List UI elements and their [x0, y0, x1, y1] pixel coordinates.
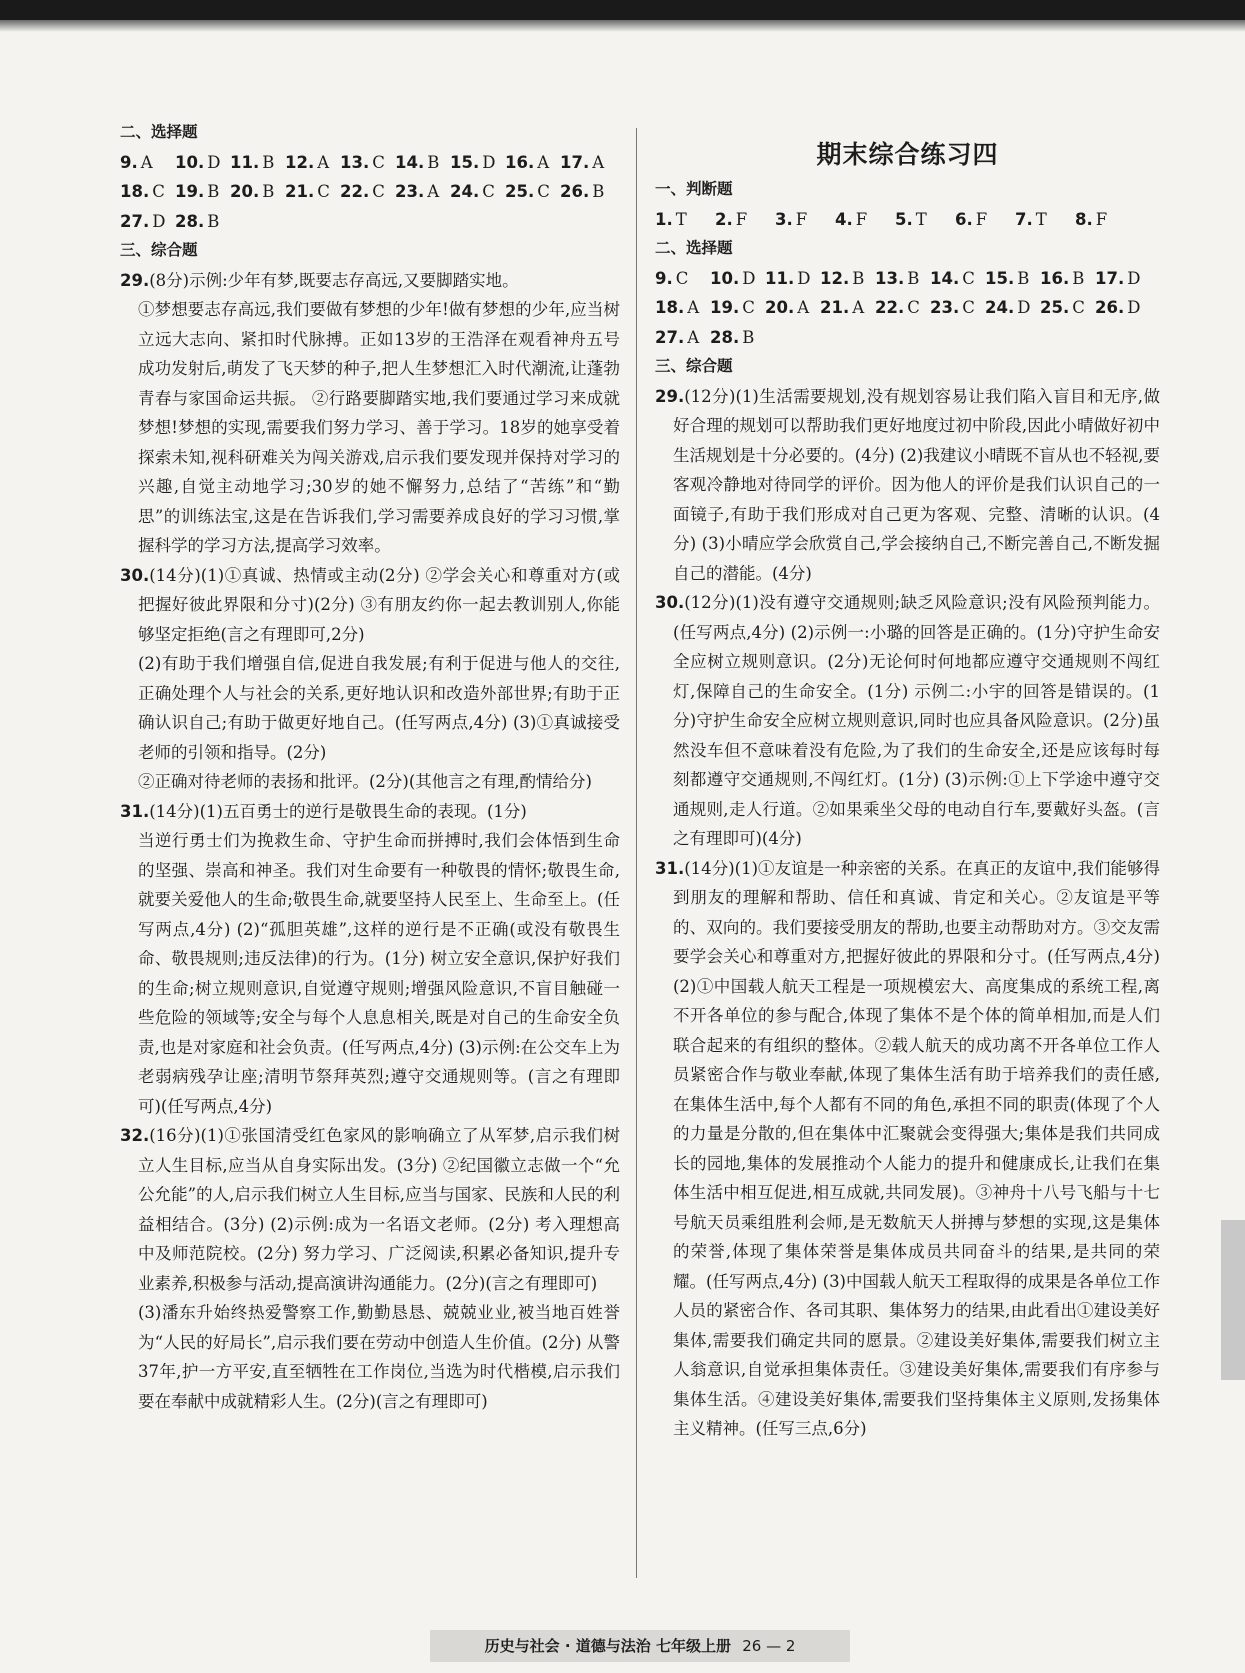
answer-item — [1095, 293, 1150, 323]
answer-number: 9. — [655, 268, 673, 288]
answer-item — [955, 205, 1015, 235]
choice-answers — [120, 148, 620, 237]
answer-item — [820, 293, 875, 323]
answer-number: 23. — [395, 182, 425, 201]
answer-text: (14分)(1)①友谊是一种亲密的关系。在真正的友谊中,我们能够得到朋友的理解和帮助、信任和真诚、肯定和关心。②友谊是平等的、双向的。我们要接受朋友的帮助,也要主动帮助对方。③交友需要学会关心和尊重对方,把握好彼此的界限和分寸。(任写两点,4分) (2)①中国载人航天工程是一项规模宏大、高度集成的系统工程,离不开各单位的参与配合,体现了集体不是个体的简单相加,而是人们联合起来的有组织的整体。②载人航天的成功离不开各单位工作人员紧密合作与敬业奉献,体现了集体生活有助于培养我们的责任感,在集体生活中,每个人都有不同的角色,承担不同的职责(体现了个人的力量是分散的,但在集体中汇聚就会变得强大;集体是我们共同成长的园地,集体的发展推动个人能力的提升和健康成长,让我们在集体生活中相互促进,相互成就,共同发展)。③神舟十八号飞船与十七号航天员乘组胜利会师,是无数航天人拼搏与梦想的实现,这是集体的荣誉,体现了集体荣誉是集体成员共同奋斗的结果,是共同的荣耀。(任写两点,4分) (3)中国载人航天工程取得的成果是各单位工作人员的紧密合作、各司其职、集体努力的结果,由此看出①建设美好集体,需要我们确定共同的愿景。②建设美好集体,需要我们树立主人翁意识,自觉承担集体责任。③建设美好集体,需要我们有序参与集体生活。④建设美好集体,需要我们坚持集体主义原则,发扬集体主义精神。(任写三点,6分) — [673, 858, 1160, 1438]
section-heading-comprehensive: 三、综合题 — [655, 357, 733, 375]
question-number: 30. — [655, 593, 685, 612]
answer-number: 12. — [820, 268, 850, 288]
answer-letter: A — [427, 182, 440, 201]
section-heading-choice: 二、选择题 — [655, 239, 733, 257]
answer-item — [560, 148, 615, 178]
left-column — [120, 118, 620, 1416]
section-heading-true-false: 一、判断题 — [655, 180, 733, 198]
answer-number: 24. — [450, 182, 480, 201]
question-31 — [655, 854, 1160, 1444]
answer-letter: C — [372, 182, 385, 201]
answer-letter: D — [1127, 268, 1141, 288]
answer-item — [505, 148, 560, 178]
answer-number: 14. — [395, 152, 425, 172]
answer-number: 11. — [230, 152, 260, 172]
answer-number: 19. — [175, 182, 205, 201]
question-number: 31. — [655, 858, 685, 878]
answer-item — [285, 148, 340, 178]
answer-letter: F — [795, 209, 808, 229]
question-31 — [120, 797, 620, 1122]
answer-item — [835, 205, 895, 235]
answer-number: 4. — [835, 209, 853, 229]
answer-number: 19. — [710, 298, 740, 317]
answer-letter: D — [797, 268, 811, 288]
answer-letter: B — [207, 211, 220, 231]
answer-item — [655, 205, 715, 235]
answer-letter: A — [687, 298, 700, 317]
answer-letter: B — [427, 152, 440, 172]
answer-item — [560, 177, 615, 207]
question-29 — [120, 266, 620, 561]
answer-letter: C — [1072, 298, 1085, 317]
answer-item — [1040, 293, 1095, 323]
answer-item — [230, 177, 285, 207]
answer-letter: A — [687, 327, 700, 347]
answer-letter: B — [207, 182, 220, 201]
answer-number: 15. — [985, 268, 1015, 288]
answer-letter: T — [675, 209, 687, 229]
answer-letter: B — [907, 268, 920, 288]
answer-letter: A — [592, 152, 605, 172]
answer-number: 7. — [1015, 209, 1033, 229]
answer-item — [120, 177, 175, 207]
answer-number: 27. — [655, 327, 685, 347]
question-30 — [655, 588, 1160, 854]
answer-number: 20. — [765, 298, 795, 317]
scan-shadow — [0, 20, 1245, 32]
answer-item — [120, 148, 175, 178]
answer-item — [1095, 264, 1150, 294]
answer-letter: F — [735, 209, 748, 229]
answer-letter: C — [742, 298, 755, 317]
answer-letter: D — [207, 152, 221, 172]
answer-number: 11. — [765, 268, 795, 288]
answer-number: 26. — [560, 182, 590, 201]
answer-letter: B — [1017, 268, 1030, 288]
answer-item — [1075, 205, 1135, 235]
answer-number: 27. — [120, 211, 150, 231]
answer-item — [340, 148, 395, 178]
answer-item — [285, 177, 340, 207]
answer-item — [765, 293, 820, 323]
page-edge-tab — [1221, 1220, 1245, 1380]
answer-letter: C — [962, 268, 975, 288]
answer-letter: T — [1035, 209, 1047, 229]
answer-number: 26. — [1095, 298, 1125, 317]
answer-number: 5. — [895, 209, 913, 229]
answer-letter: A — [537, 152, 550, 172]
answer-text: (14分)(1)五百勇士的逆行是敬畏生命的表现。(1分) — [149, 801, 527, 821]
answer-number: 3. — [775, 209, 793, 229]
answer-item — [775, 205, 835, 235]
answer-item — [395, 177, 450, 207]
question-30 — [120, 561, 620, 797]
answer-item — [505, 177, 560, 207]
answer-number: 16. — [1040, 268, 1070, 288]
answer-item — [230, 148, 285, 178]
answer-letter: T — [915, 209, 927, 229]
answer-item — [875, 264, 930, 294]
answer-number: 2. — [715, 209, 733, 229]
answer-letter: C — [152, 182, 165, 201]
answer-item — [710, 264, 765, 294]
answer-item — [175, 177, 230, 207]
answer-item — [875, 293, 930, 323]
answer-text: (12分)(1)生活需要规划,没有规划容易让我们陷入盲目和无序,做好合理的规划可以帮助我们更好地度过初中阶段,因此小晴做好初中生活规划是十分必要的。(4分) (2)我建议小晴既不盲从也不轻视,要客观冷静地对待同学的评价。因为他人的评价是我们认识自己的一面镜子,有助于我们形成对自己更为客观、完整、清晰的认识。(4分) (3)小晴应学会欣赏自己,学会接纳自己,不断完善自己,不断发掘自己的潜能。(4分) — [673, 386, 1160, 583]
answer-item — [895, 205, 955, 235]
answer-text: (3)潘东升始终热爱警察工作,勤勤恳恳、兢兢业业,被当地百姓誉为“人民的好局长”,启示我们要在劳动中创造人生价值。(2分) 从警37年,护一方平安,直至牺牲在工作岗位,当选为时代楷模,启示我们要在奉献中成就精彩人生。(2分)(言之有理即可) — [138, 1303, 620, 1411]
answer-number: 1. — [655, 209, 673, 229]
page-footer — [430, 1630, 850, 1662]
answer-number: 9. — [120, 152, 138, 172]
answer-number: 25. — [505, 182, 535, 201]
answer-item — [395, 148, 450, 178]
answer-number: 25. — [1040, 298, 1070, 317]
answer-letter: B — [1072, 268, 1085, 288]
section-heading-choice: 二、选择题 — [120, 123, 198, 141]
page-title: 期末综合练习四 — [816, 140, 999, 169]
section-heading-comprehensive: 三、综合题 — [120, 241, 198, 259]
answer-item — [765, 264, 820, 294]
answer-item — [1040, 264, 1095, 294]
answer-text: (16分)(1)①张国清受红色家风的影响确立了从军梦,启示我们树立人生目标,应当从自身实际出发。(3分) ②纪国徽立志做一个“允公允能”的人,启示我们树立人生目标,应当与国家、民族和人民的利益相结合。(3分) (2)示例:成为一名语文老师。(2分) 考入理想高中及师范院校。(2分) 努力学习、广泛阅读,积累必备知识,提升专业素养,积极参与活动,提高演讲沟通能力。(2分)(言之有理即可) — [138, 1126, 620, 1293]
question-number: 32. — [120, 1126, 150, 1145]
question-number: 30. — [120, 565, 150, 585]
answer-letter: F — [1095, 209, 1108, 229]
answer-letter: B — [852, 268, 865, 288]
answer-letter: C — [372, 152, 385, 172]
answer-letter: A — [797, 298, 810, 317]
answer-item — [120, 207, 175, 237]
answer-number: 6. — [955, 209, 973, 229]
answer-number: 16. — [505, 152, 535, 172]
footer-grade: 七年级上册 — [655, 1637, 731, 1655]
answer-text: ①梦想要志存高远,我们要做有梦想的少年!做有梦想的少年,应当树立远大志向、紧扣时代脉搏。正如13岁的王浩泽在观看神舟五号成功发射后,萌发了飞天梦的种子,把人生梦想汇入时代潮流,让蓬勃青春与家国命运共振。 ②行路要脚踏实地,我们要通过学习来成就梦想!梦想的实现,需要我们努力学习、善于学习。18岁的她享受着探索未知,视科研难关为闯关游戏,启示我们要发现并保持对学习的兴趣,自觉主动地学习;30岁的她不懈努力,总结了“苦练”和“勤思”的训练法宝,这是在告诉我们,学习需要养成良好的学习习惯,掌握科学的学习方法,提高学习效率。 — [138, 300, 620, 555]
answer-number: 13. — [340, 152, 370, 172]
answer-number: 17. — [1095, 268, 1125, 288]
answer-number: 18. — [120, 182, 150, 201]
answer-item — [710, 293, 765, 323]
true-false-answers — [655, 205, 1160, 235]
answer-number: 21. — [820, 298, 850, 317]
answer-item — [450, 177, 505, 207]
answer-number: 28. — [175, 211, 205, 231]
answer-letter: B — [262, 182, 275, 201]
answer-number: 24. — [985, 298, 1015, 317]
answer-item — [175, 207, 230, 237]
answer-letter: C — [907, 298, 920, 317]
page-number: 26 — 2 — [742, 1637, 796, 1655]
answer-number: 10. — [175, 152, 205, 172]
answer-text: (8分)示例:少年有梦,既要志存高远,又要脚踏实地。 — [149, 270, 519, 290]
answer-item — [340, 177, 395, 207]
answer-letter: C — [537, 182, 550, 201]
answer-letter: C — [675, 268, 689, 288]
answer-number: 18. — [655, 298, 685, 317]
answer-letter: B — [592, 182, 605, 201]
answer-number: 22. — [875, 298, 905, 317]
answer-letter: A — [317, 152, 330, 172]
answer-letter: F — [855, 209, 868, 229]
column-divider — [636, 128, 637, 1578]
answer-letter: D — [742, 268, 756, 288]
answer-letter: B — [262, 152, 275, 172]
answer-item — [985, 293, 1040, 323]
answer-item — [985, 264, 1040, 294]
answer-letter: A — [852, 298, 865, 317]
answer-letter: A — [140, 152, 153, 172]
answer-number: 22. — [340, 182, 370, 201]
answer-item — [175, 148, 230, 178]
answer-number: 21. — [285, 182, 315, 201]
answer-item — [710, 323, 765, 353]
answer-number: 23. — [930, 298, 960, 317]
answer-letter: C — [962, 298, 975, 317]
answer-letter: D — [1127, 298, 1141, 317]
choice-answers — [655, 264, 1160, 353]
answer-letter: F — [975, 209, 988, 229]
right-column — [655, 118, 1160, 1444]
answer-number: 13. — [875, 268, 905, 288]
answer-letter: D — [482, 152, 496, 172]
answer-letter: C — [317, 182, 330, 201]
question-number: 29. — [655, 386, 685, 406]
answer-item — [930, 264, 985, 294]
answer-number: 28. — [710, 327, 740, 347]
answer-letter: C — [482, 182, 495, 201]
answer-item — [655, 323, 710, 353]
answer-letter: D — [1017, 298, 1031, 317]
answer-number: 8. — [1075, 209, 1093, 229]
answer-number: 17. — [560, 152, 590, 172]
answer-item — [820, 264, 875, 294]
answer-text: (14分)(1)①真诚、热情或主动(2分) ②学会关心和尊重对方(或把握好彼此界限和分寸)(2分) ③有朋友约你一起去教训别人,你能够坚定拒绝(言之有理即可,2分) — [138, 565, 620, 644]
scan-top-edge — [0, 0, 1245, 20]
footer-subject: 历史与社会 · 道德与法治 — [484, 1637, 651, 1655]
answer-item — [655, 293, 710, 323]
answer-number: 12. — [285, 152, 315, 172]
answer-letter: B — [742, 327, 755, 347]
answer-text: (2)有助于我们增强自信,促进自我发展;有利于促进与他人的交往,正确处理个人与社会的关系,更好地认识和改造外部世界;有助于正确认识自己;有助于做更好地自己。(任写两点,4分) (3)①真诚接受老师的引领和指导。(2分) — [138, 654, 620, 762]
answer-text: 当逆行勇士们为挽救生命、守护生命而拼搏时,我们会体悟到生命的坚强、崇高和神圣。我们对生命要有一种敬畏的情怀;敬畏生命,就要关爱他人的生命;敬畏生命,就要坚持人民至上、生命至上。(任写两点,4分) (2)“孤胆英雄”,这样的逆行是不正确(或没有敬畏生命、敬畏规则;违反法律)的行为。(1分) 树立安全意识,保护好我们的生命;树立规则意识,自觉遵守规则;增强风险意识,不盲目触碰一些危险的领域等;安全与每个人息息相关,既是对自己的生命安全负责,也是对家庭和社会负责。(任写两点,4分) (3)示例:在公交车上为老弱病残孕让座;清明节祭拜英烈;遵守交通规则等。(言之有理即可)(任写两点,4分) — [138, 831, 620, 1116]
question-32 — [120, 1121, 620, 1416]
answer-item — [655, 264, 710, 294]
answer-item — [715, 205, 775, 235]
answer-text: (12分)(1)没有遵守交通规则;缺乏风险意识;没有风险预判能力。(任写两点,4分) (2)示例一:小璐的回答是正确的。(1分)守护生命安全应树立规则意识。(2分)无论何时何地都应遵守交通规则不闯红灯,保障自己的生命安全。(1分) 示例二:小宇的回答是错误的。(1分)守护生命安全应树立规则意识,同时也应具备风险意识。(2分)虽然没车但不意味着没有危险,为了我们的生命安全,还是应该每时每刻都遵守交通规则,不闯红灯。(1分) (3)示例:①上下学途中遵守交通规则,走人行道。②如果乘坐父母的电动自行车,要戴好头盔。(言之有理即可)(4分) — [673, 593, 1160, 848]
answer-number: 15. — [450, 152, 480, 172]
question-29 — [655, 382, 1160, 589]
answer-number: 10. — [710, 268, 740, 288]
question-number: 31. — [120, 801, 150, 821]
answer-letter: D — [152, 211, 166, 231]
answer-item — [450, 148, 505, 178]
answer-item — [1015, 205, 1075, 235]
answer-item — [930, 293, 985, 323]
question-number: 29. — [120, 270, 150, 290]
answer-number: 14. — [930, 268, 960, 288]
answer-number: 20. — [230, 182, 260, 201]
answer-text: ②正确对待老师的表扬和批评。(2分)(其他言之有理,酌情给分) — [138, 772, 592, 791]
